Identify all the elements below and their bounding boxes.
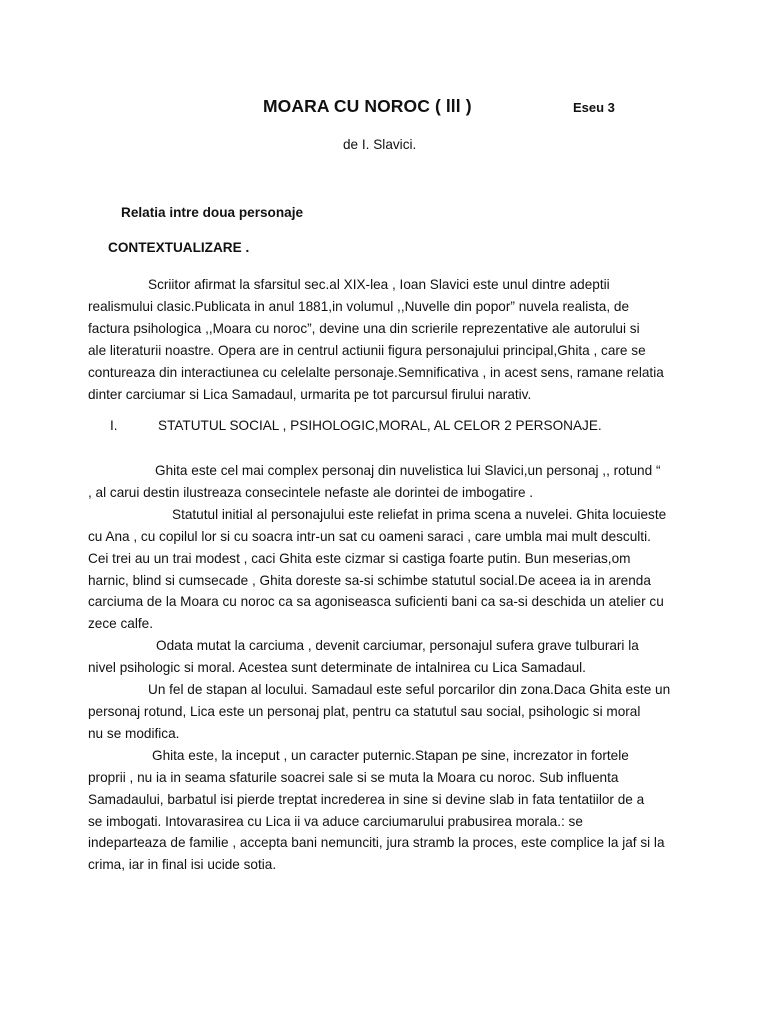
- body-line: Ghita este, la inceput , un caracter puternic.Stapan pe sine, increzator in fortele: [152, 747, 629, 763]
- intro-line: contureaza din interactiunea cu celelalte personaje.Semnificativa , in acest sens, ramane relatia: [88, 364, 664, 380]
- body-line: carciuma de la Moara cu noroc ca sa agoniseasca suficienti bani ca sa-si deschida un atelier cu: [88, 594, 664, 610]
- body-line: Statutul initial al personajului este reliefat in prima scena a nuvelei. Ghita locuieste: [172, 506, 667, 522]
- body-line: Samadaului, barbatul isi pierde treptat increderea in sine si devine slab in fata tentatiilor de a: [88, 791, 645, 807]
- section-number: I.: [110, 418, 118, 433]
- body-line: cu Ana , cu copilul lor si cu soacra intr-un sat cu oameni saraci , care umbla mai mult desculti.: [88, 528, 651, 544]
- intro-line: dinter carciumar si Lica Samadaul, urmarita pe tot parcursul firului narativ.: [88, 386, 532, 402]
- body-line: personaj rotund, Lica este un personaj plat, pentru ca statutul sau social, psihologic si moral: [88, 703, 641, 719]
- body-line: Un fel de stapan al locului. Samadaul este seful porcarilor din zona.Daca Ghita este un: [148, 682, 671, 698]
- section-title: STATUTUL SOCIAL , PSIHOLOGIC,MORAL, AL CELOR 2 PERSONAJE.: [158, 418, 602, 433]
- body-paragraphs: [88, 460, 688, 876]
- body-line: indeparteaza de familie , accepta bani nemunciti, jura stramb la proces, este complice la jaf si la: [88, 835, 665, 851]
- body-line: Ghita este cel mai complex personaj din nuvelistica lui Slavici,un personaj ,, rotund “: [155, 463, 661, 478]
- body-line: nu se modifica.: [88, 725, 180, 741]
- intro-line: Scriitor afirmat la sfarsitul sec.al XIX-lea , Ioan Slavici este unul dintre adeptii: [148, 277, 610, 292]
- body-line: zece calfe.: [88, 616, 153, 632]
- document-title: MOARA CU NOROC ( lll ): [263, 96, 472, 116]
- topic-heading: Relatia intre doua personaje: [121, 205, 304, 220]
- intro-paragraph: [88, 274, 688, 405]
- body-line: Odata mutat la carciuma , devenit carciumar, personajul sufera grave tulburari la: [156, 638, 639, 654]
- body-line: crima, iar in final isi ucide sotia.: [88, 857, 277, 873]
- body-line: harnic, blind si cumsecade , Ghita doreste sa-si schimbe statutul social.De aceea ia in arenda: [88, 572, 651, 588]
- body-line: Cei trei au un trai modest , caci Ghita este cizmar si castiga foarte putin. Bun meserias,om: [88, 550, 631, 566]
- body-line: proprii , nu ia in seama sfaturile soacrei sale si se muta la Moara cu noroc. Sub influenta: [88, 769, 619, 785]
- intro-line: realismului clasic.Publicata in anul 1881,in volumul ,,Nuvelle din popor” nuvela realista, de: [88, 298, 630, 314]
- body-line: nivel psihologic si moral. Acestea sunt determinate de intalnirea cu Lica Samadaul.: [88, 660, 586, 676]
- body-line: se imbogati. Intovarasirea cu Lica ii va aduce carciumarului prabusirea morala.: se: [88, 813, 583, 829]
- author-line: de I. Slavici.: [343, 137, 417, 152]
- intro-line: factura psihologica ,,Moara cu noroc”, devine una din scrierile reprezentative ale autorului si: [88, 320, 640, 336]
- essay-tag: Eseu 3: [573, 100, 615, 115]
- intro-line: ale literaturii noastre. Opera are in centrul actiunii figura personajului principal,Ghita , care se: [88, 342, 646, 358]
- body-line: , al carui destin ilustreaza consecintele nefaste ale dorintei de imbogatire .: [88, 484, 534, 500]
- context-heading: CONTEXTUALIZARE .: [108, 240, 250, 255]
